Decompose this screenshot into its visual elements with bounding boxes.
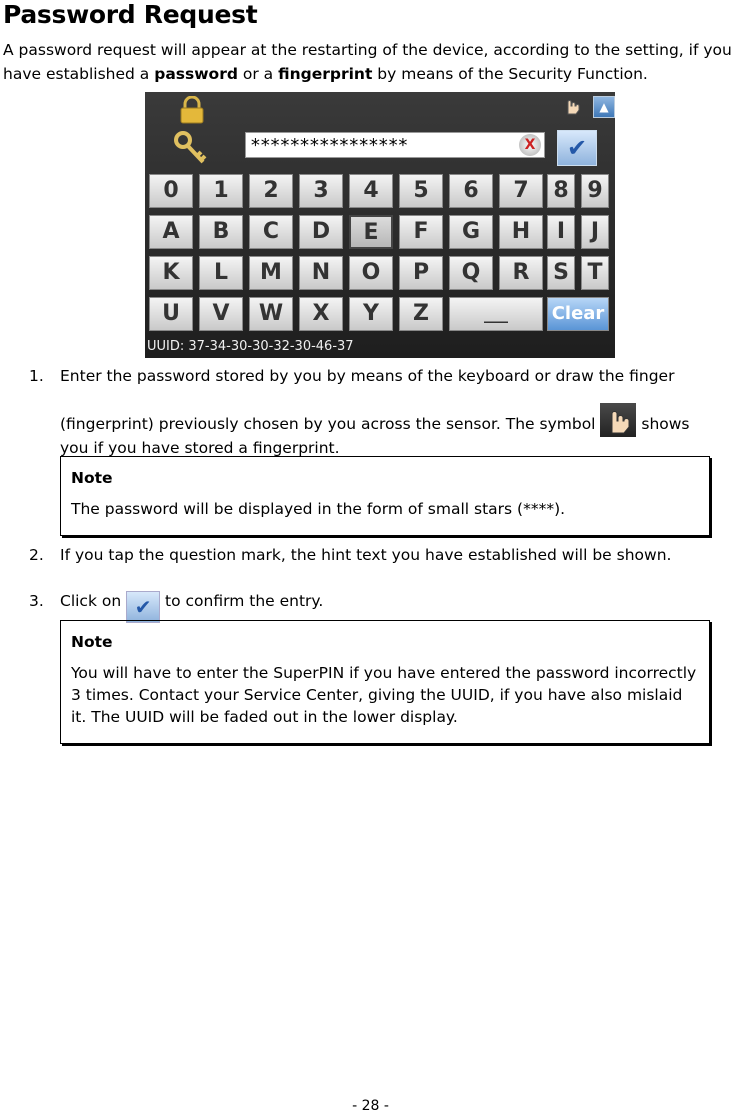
step-number: 3. (29, 592, 44, 610)
intro-text: A password request will appear at the restarting of the device, according to the setting, if you have established a (3, 41, 732, 83)
key-8[interactable]: 8 (547, 174, 575, 208)
key-space[interactable]: ___ (449, 297, 543, 331)
key-z[interactable]: Z (399, 297, 443, 331)
step-1-line-2 (60, 403, 740, 437)
step-number: 1. (29, 367, 44, 385)
hand-icon (600, 403, 636, 437)
step-3 (29, 590, 740, 623)
keys-icon (173, 130, 213, 166)
uuid-label: UUID: 37-34-30-30-32-30-46-37 (147, 339, 354, 354)
checkmark-icon: ✔ (126, 591, 160, 623)
key-4[interactable]: 4 (349, 174, 393, 208)
key-m[interactable]: M (249, 256, 293, 290)
key-k[interactable]: K (149, 256, 193, 290)
key-y[interactable]: Y (349, 297, 393, 331)
confirm-checkmark-button[interactable] (557, 130, 597, 166)
key-v[interactable]: V (199, 297, 243, 331)
key-c[interactable]: C (249, 215, 293, 249)
step-1 (29, 365, 740, 460)
step-1-line-3: you if you have stored a fingerprint. (60, 439, 340, 457)
key-9[interactable]: 9 (581, 174, 609, 208)
key-d[interactable]: D (299, 215, 343, 249)
step-3-text: to confirm the entry. (165, 592, 324, 610)
key-s[interactable]: S (547, 256, 575, 290)
key-l[interactable]: L (199, 256, 243, 290)
key-u[interactable]: U (149, 297, 193, 331)
key-w[interactable]: W (249, 297, 293, 331)
key-x[interactable]: X (299, 297, 343, 331)
step-2 (29, 544, 740, 567)
key-q[interactable]: Q (449, 256, 493, 290)
up-arrow-button[interactable] (593, 96, 615, 118)
step-2-text: If you tap the question mark, the hint text you have established will be shown. (60, 546, 672, 564)
step-number: 2. (29, 546, 44, 564)
key-o[interactable]: O (349, 256, 393, 290)
intro-bold-password: password (154, 65, 238, 83)
key-5[interactable]: 5 (399, 174, 443, 208)
key-3[interactable]: 3 (299, 174, 343, 208)
step-1-text: shows (641, 415, 690, 433)
key-7[interactable]: 7 (499, 174, 543, 208)
key-n[interactable]: N (299, 256, 343, 290)
fingerprint-hand-icon (600, 403, 636, 437)
page-number: - 28 - (352, 1098, 389, 1114)
key-0[interactable]: 0 (149, 174, 193, 208)
key-a[interactable]: A (149, 215, 193, 249)
hand-icon[interactable] (561, 96, 581, 116)
page-title: Password Request (3, 0, 258, 29)
clear-button[interactable]: Clear (547, 297, 609, 331)
lock-icon (177, 96, 207, 124)
password-keyboard-screenshot (145, 92, 615, 358)
key-1[interactable]: 1 (199, 174, 243, 208)
key-e[interactable]: E (349, 215, 393, 249)
key-g[interactable]: G (449, 215, 493, 249)
intro-bold-fingerprint: fingerprint (278, 65, 373, 83)
note-heading: Note (71, 633, 113, 651)
step-1-text: (fingerprint) previously chosen by you across the sensor. The symbol (60, 415, 596, 433)
step-3-text: Click on (60, 592, 122, 610)
key-t[interactable]: T (581, 256, 609, 290)
checkmark-icon: ✔ (566, 134, 588, 162)
intro-paragraph (3, 38, 739, 86)
key-i[interactable]: I (547, 215, 575, 249)
key-j[interactable]: J (581, 215, 609, 249)
key-f[interactable]: F (399, 215, 443, 249)
key-6[interactable]: 6 (449, 174, 493, 208)
note-text: You will have to enter the SuperPIN if you have entered the password incorrectly 3 times. Contact your Service Center, giving the UUID, if you have also mislaid it. The UUID will be faded out in the lower display. (71, 664, 697, 726)
key-r[interactable]: R (499, 256, 543, 290)
key-p[interactable]: P (399, 256, 443, 290)
up-arrow-icon: ▲ (599, 100, 609, 114)
key-h[interactable]: H (499, 215, 543, 249)
step-1-line-1: Enter the password stored by you by means of the keyboard or draw the finger (60, 367, 675, 385)
clear-input-icon[interactable]: X (519, 134, 541, 156)
password-field[interactable]: **************** (245, 132, 545, 158)
note-box-1 (60, 456, 710, 536)
note-heading: Note (71, 469, 113, 487)
note-text: The password will be displayed in the form of small stars (****). (71, 500, 566, 518)
intro-text: or a (237, 65, 279, 83)
key-2[interactable]: 2 (249, 174, 293, 208)
intro-text: by means of the Security Function. (372, 65, 648, 83)
key-b[interactable]: B (199, 215, 243, 249)
note-box-2 (60, 620, 710, 744)
